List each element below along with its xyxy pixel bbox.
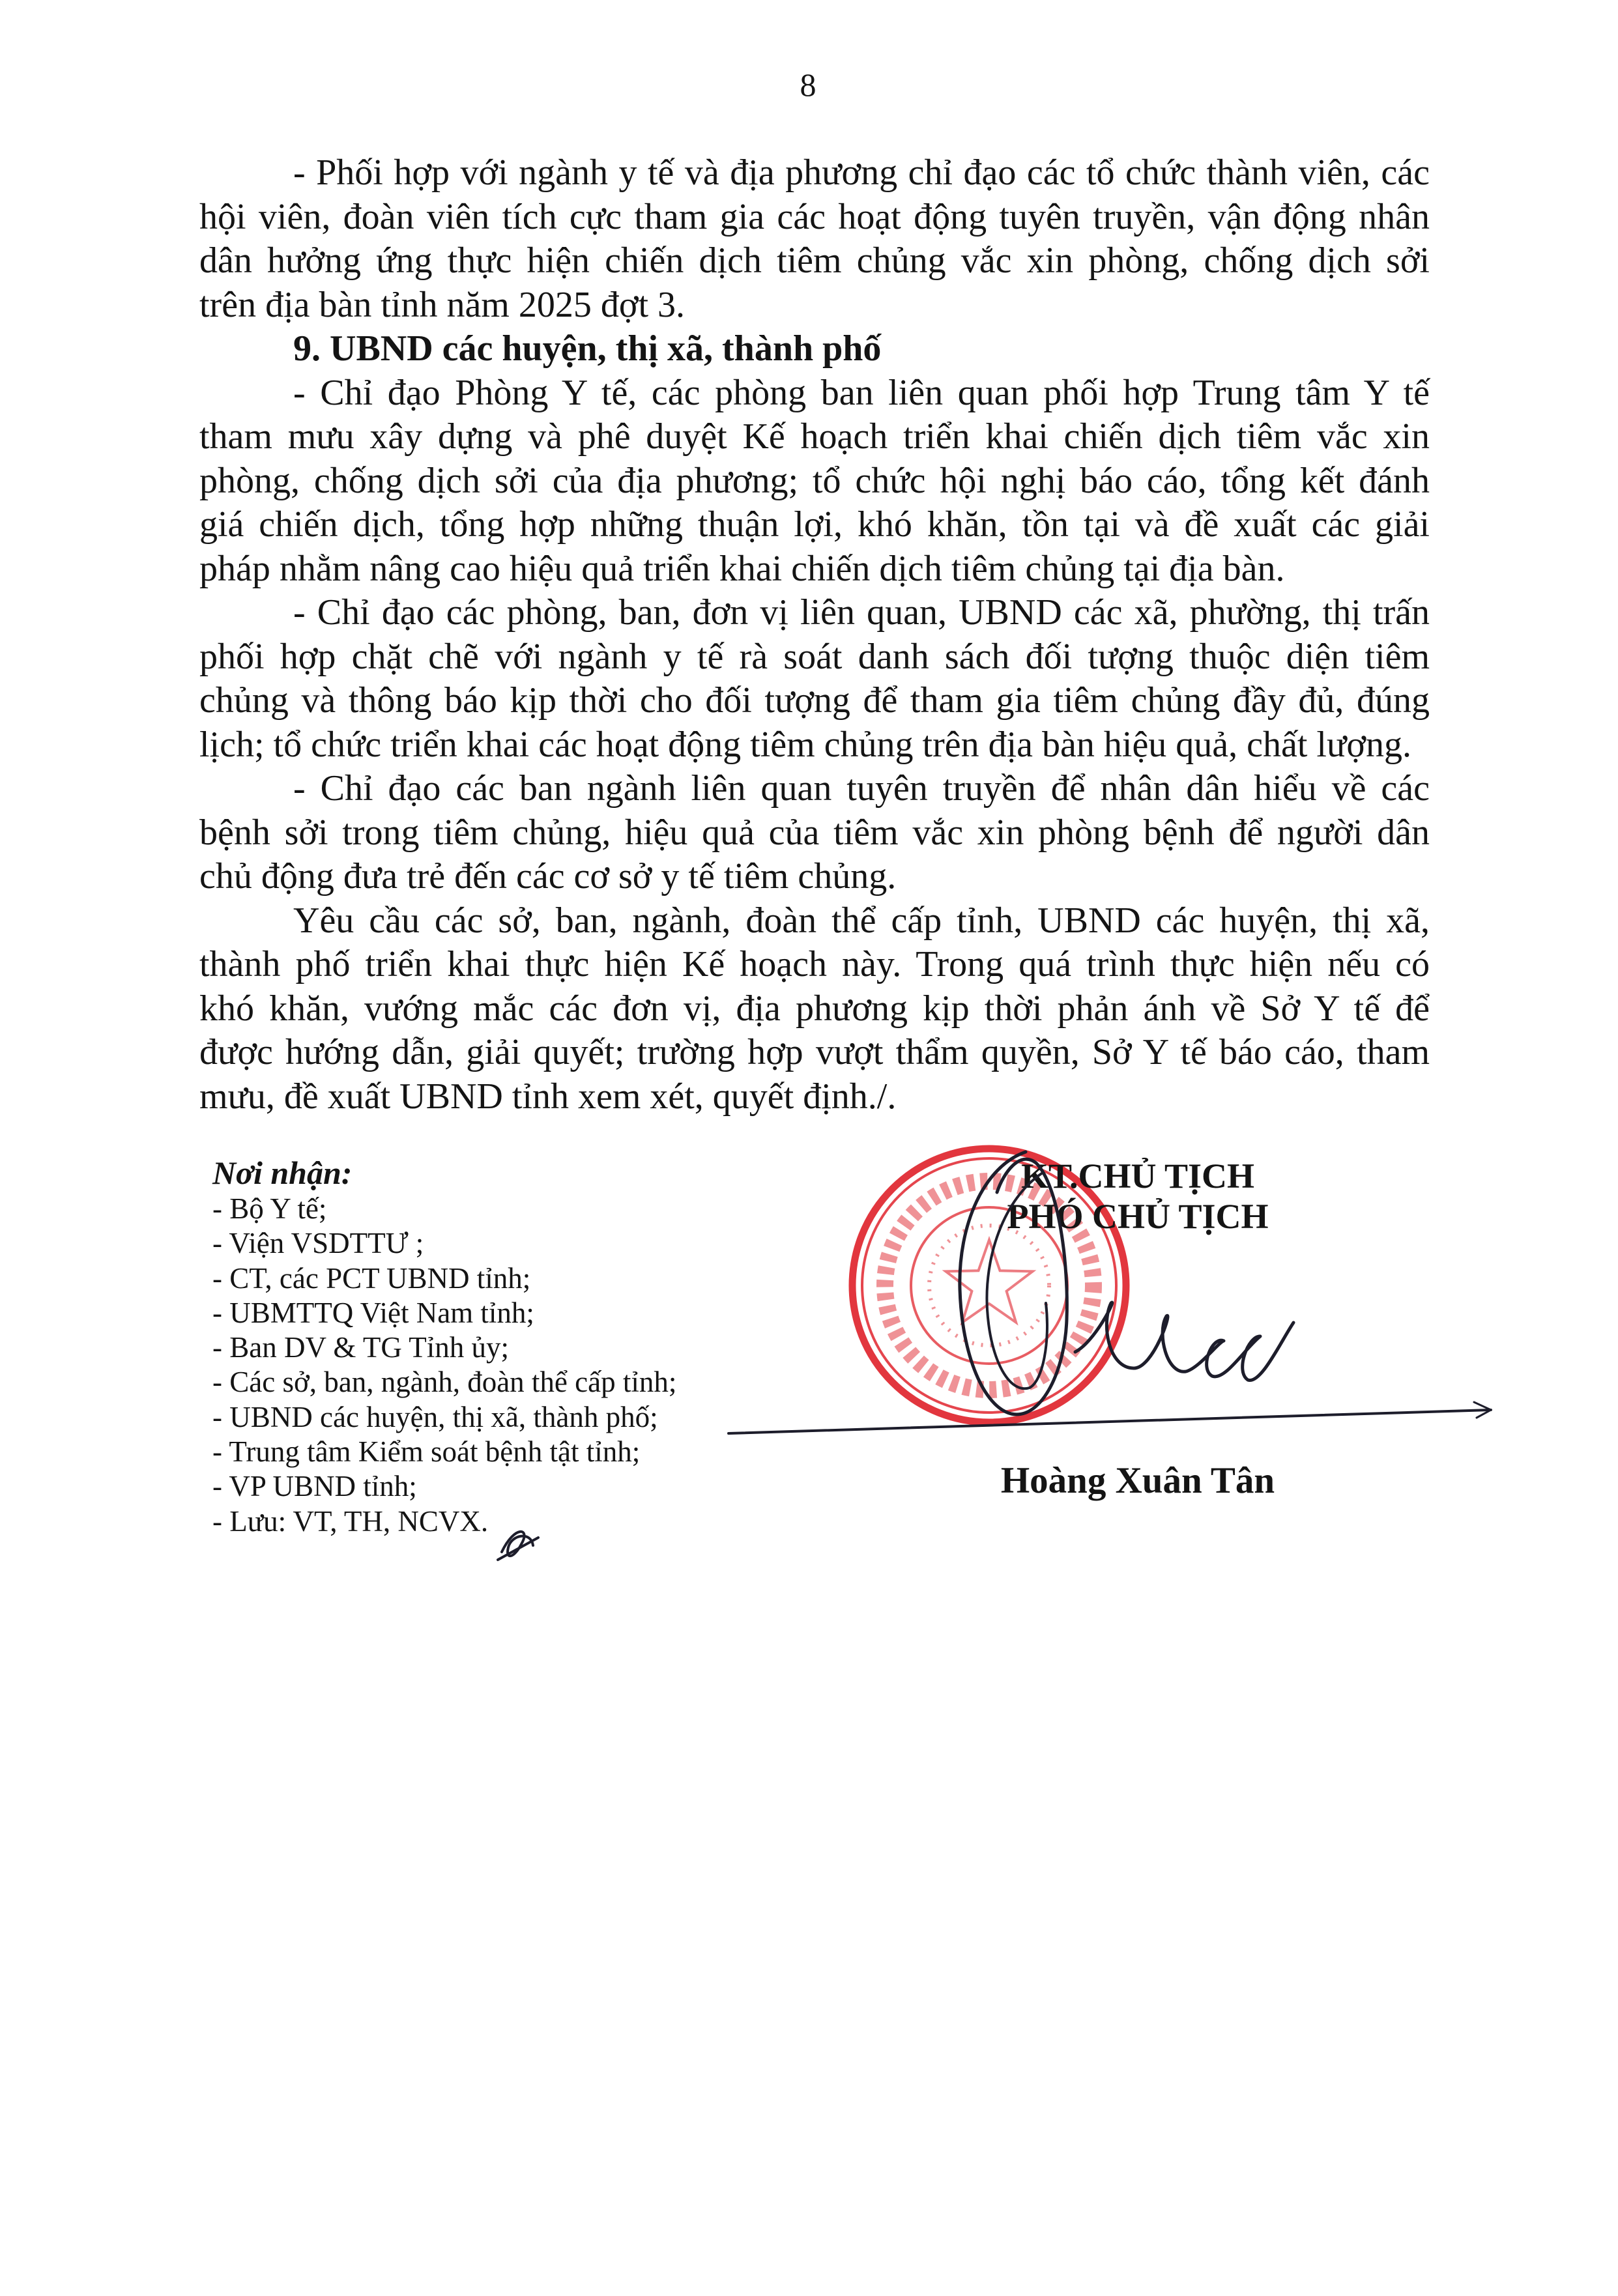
body-line: phòng, chống dịch sởi của địa phương; tổ chức hội nghị báo cáo, tổng kết đánh [199,460,1430,501]
body-line: tham mưu xây dựng và phê duyệt Kế hoạch triển khai chiến dịch tiêm vắc xin [199,416,1430,457]
body-line: trên địa bàn tỉnh năm 2025 đợt 3. [199,284,686,325]
body-line: - Chỉ đạo các phòng, ban, đơn vị liên quan, UBND các xã, phường, thị trấn [293,592,1430,633]
body-line: giá chiến dịch, tổng hợp những thuận lợi, khó khăn, tồn tại và đề xuất các giải [199,504,1430,545]
body-line: pháp nhằm nâng cao hiệu quả triển khai chiến dịch tiêm chủng tại địa bàn. [199,548,1285,589]
paragraph-direct-departments [199,591,1430,767]
recipient-item: - Bộ Y tế; [212,1192,327,1225]
recipient-item: - Lưu: VT, TH, NCVX. [212,1504,489,1538]
body-line: khó khăn, vướng mắc các đơn vị, địa phương kịp thời phản ánh về Sở Y tế để [199,988,1430,1029]
recipient-item: - Viện VSDTTƯ ; [212,1227,424,1260]
body-line: thành phố triển khai thực hiện Kế hoạch này. Trong quá trình thực hiện nếu có [199,944,1430,984]
recipient-item: - UBMTTQ Việt Nam tỉnh; [212,1296,534,1329]
body-line: Yêu cầu các sở, ban, ngành, đoàn thể cấp tỉnh, UBND các huyện, thị xã, [293,900,1430,941]
page-number: 8 [800,66,816,103]
body-line: - Chỉ đạo các ban ngành liên quan tuyên truyền để nhân dân hiểu về các [293,768,1430,809]
paragraph-closing-request [199,899,1430,1119]
seal-dotted-ring [929,1226,1049,1345]
recipients-block [212,1154,734,1539]
body-line: - Chỉ đạo Phòng Y tế, các phòng ban liên quan phối hợp Trung tâm Y tế [293,372,1430,413]
signer-title-secondary: PHÓ CHỦ TỊCH [1007,1197,1269,1236]
paragraph-direct-communication [199,767,1430,899]
recipients-title: Nơi nhận: [212,1155,353,1191]
body-line: lịch; tổ chức triển khai các hoạt động tiêm chủng trên địa bàn hiệu quả, chất lượng. [199,724,1411,765]
paragraph-direct-health-office [199,371,1430,592]
recipient-item: - CT, các PCT UBND tỉnh; [212,1261,531,1295]
recipient-item: - VP UBND tỉnh; [212,1470,417,1503]
document-body [199,151,1430,1119]
paragraph-coordination [199,151,1430,327]
recipient-item: - Ban DV & TG Tỉnh ủy; [212,1331,510,1364]
body-line: - Phối hợp với ngành y tế và địa phương chỉ đạo các tổ chức thành viên, các [293,152,1430,193]
signer-name: Hoàng Xuân Tân [1000,1460,1275,1501]
body-line: chủng và thông báo kịp thời cho đối tượng để tham gia tiêm chủng đầy đủ, đúng [199,680,1430,721]
body-line: được hướng dẫn, giải quyết; trường hợp vượt thẩm quyền, Sở Y tế báo cáo, tham [199,1032,1430,1072]
body-line: bệnh sởi trong tiêm chủng, hiệu quả của tiêm vắc xin phòng bệnh để người dân [199,812,1430,853]
seal-star-emblem [946,1240,1032,1323]
body-line: chủ động đưa trẻ đến các cơ sở y tế tiêm chủng. [199,856,897,897]
signature-underline-tip [1474,1402,1491,1418]
section-heading: 9. UBND các huyện, thị xã, thành phố [293,328,882,369]
signature-underline-stroke [729,1410,1491,1433]
recipient-item: - Các sở, ban, ngành, đoàn thể cấp tỉnh; [212,1366,677,1399]
signature-flourish [1075,1302,1293,1380]
signer-title-primary: KT.CHỦ TỊCH [1020,1156,1255,1196]
body-line: mưu, đề xuất UBND tỉnh xem xét, quyết định./. [199,1076,897,1117]
body-line: dân hưởng ứng thực hiện chiến dịch tiêm chủng vắc xin phòng, chống dịch sởi [199,240,1430,281]
recipient-item: - UBND các huyện, thị xã, thành phố; [212,1400,658,1433]
body-line: hội viên, đoàn viên tích cực tham gia các hoạt động tuyên truyền, vận động nhân [199,196,1430,237]
body-line: phối hợp chặt chẽ với ngành y tế rà soát danh sách đối tượng thuộc diện tiêm [199,636,1430,677]
recipient-item: - Trung tâm Kiểm soát bệnh tật tỉnh; [212,1435,641,1469]
